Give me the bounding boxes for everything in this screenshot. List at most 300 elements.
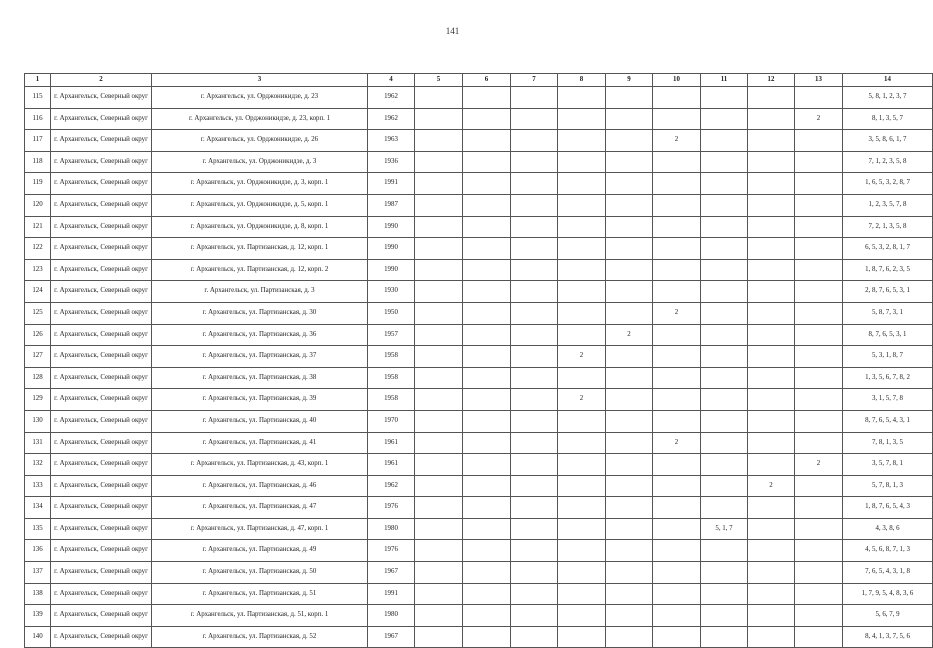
col10-cell bbox=[653, 281, 701, 303]
col5-cell bbox=[415, 216, 463, 238]
col9-cell bbox=[606, 626, 653, 648]
col13-cell bbox=[795, 346, 843, 368]
priority-sequence-cell: 2, 8, 7, 6, 5, 3, 1 bbox=[843, 281, 933, 303]
col11-cell: 5, 1, 7 bbox=[701, 518, 748, 540]
col8-cell bbox=[558, 238, 606, 260]
district-cell: г. Архангельск, Северный округ bbox=[51, 130, 152, 152]
col9-cell bbox=[606, 108, 653, 130]
priority-sequence-cell: 1, 7, 9, 5, 4, 8, 3, 6 bbox=[843, 583, 933, 605]
col6-cell bbox=[463, 454, 511, 476]
address-cell: г. Архангельск, ул. Партизанская, д. 49 bbox=[152, 540, 368, 562]
address-cell: г. Архангельск, ул. Партизанская, д. 47 bbox=[152, 497, 368, 519]
priority-sequence-cell: 1, 2, 3, 5, 7, 8 bbox=[843, 194, 933, 216]
col6-cell bbox=[463, 259, 511, 281]
col12-cell bbox=[748, 346, 795, 368]
priority-sequence-cell: 8, 7, 6, 5, 4, 3, 1 bbox=[843, 410, 933, 432]
address-cell: г. Архангельск, ул. Партизанская, д. 40 bbox=[152, 410, 368, 432]
col12-cell bbox=[748, 454, 795, 476]
col5-cell bbox=[415, 454, 463, 476]
col12-cell bbox=[748, 324, 795, 346]
col6-cell bbox=[463, 281, 511, 303]
col11-cell bbox=[701, 562, 748, 584]
year-cell: 1958 bbox=[368, 346, 415, 368]
priority-sequence-cell: 3, 1, 5, 7, 8 bbox=[843, 389, 933, 411]
row-number-cell: 120 bbox=[25, 194, 51, 216]
col12-cell bbox=[748, 108, 795, 130]
col10-cell bbox=[653, 389, 701, 411]
address-cell: г. Архангельск, ул. Партизанская, д. 12, корп. 1 bbox=[152, 238, 368, 260]
col7-cell bbox=[511, 302, 558, 324]
col10-cell bbox=[653, 151, 701, 173]
district-cell: г. Архангельск, Северный округ bbox=[51, 259, 152, 281]
col8-cell bbox=[558, 302, 606, 324]
col8-cell bbox=[558, 216, 606, 238]
year-cell: 1958 bbox=[368, 367, 415, 389]
table-row bbox=[25, 173, 933, 195]
col11-cell bbox=[701, 410, 748, 432]
col13-cell bbox=[795, 562, 843, 584]
address-cell: г. Архангельск, ул. Партизанская, д. 39 bbox=[152, 389, 368, 411]
col9-cell bbox=[606, 367, 653, 389]
col7-cell bbox=[511, 216, 558, 238]
table-row bbox=[25, 583, 933, 605]
col6-cell bbox=[463, 497, 511, 519]
col9-cell bbox=[606, 475, 653, 497]
col7-cell bbox=[511, 108, 558, 130]
col5-cell bbox=[415, 151, 463, 173]
col13-cell bbox=[795, 238, 843, 260]
col5-cell bbox=[415, 626, 463, 648]
col10-cell: 2 bbox=[653, 302, 701, 324]
table-row bbox=[25, 87, 933, 109]
address-cell: г. Архангельск, ул. Партизанская, д. 12, корп. 2 bbox=[152, 259, 368, 281]
row-number-cell: 124 bbox=[25, 281, 51, 303]
col12-cell bbox=[748, 540, 795, 562]
col8-cell bbox=[558, 367, 606, 389]
row-number-cell: 115 bbox=[25, 87, 51, 109]
col9-cell bbox=[606, 518, 653, 540]
col12-cell bbox=[748, 432, 795, 454]
col8-cell bbox=[558, 454, 606, 476]
year-cell: 1962 bbox=[368, 108, 415, 130]
priority-sequence-cell: 4, 3, 8, 6 bbox=[843, 518, 933, 540]
table-row bbox=[25, 475, 933, 497]
col5-cell bbox=[415, 583, 463, 605]
table-row bbox=[25, 605, 933, 627]
col12-cell bbox=[748, 583, 795, 605]
col13-cell bbox=[795, 605, 843, 627]
col7-cell bbox=[511, 497, 558, 519]
col7-cell bbox=[511, 389, 558, 411]
col8-cell bbox=[558, 173, 606, 195]
table-row bbox=[25, 497, 933, 519]
table-row bbox=[25, 259, 933, 281]
district-cell: г. Архангельск, Северный округ bbox=[51, 410, 152, 432]
col11-cell bbox=[701, 173, 748, 195]
col7-cell bbox=[511, 605, 558, 627]
col8-cell bbox=[558, 475, 606, 497]
col11-cell bbox=[701, 626, 748, 648]
col13-cell bbox=[795, 259, 843, 281]
row-number-cell: 127 bbox=[25, 346, 51, 368]
col9-cell bbox=[606, 432, 653, 454]
col8-cell bbox=[558, 562, 606, 584]
col7-cell bbox=[511, 281, 558, 303]
col7-cell bbox=[511, 151, 558, 173]
address-cell: г. Архангельск, ул. Орджоникидзе, д. 3, корп. 1 bbox=[152, 173, 368, 195]
district-cell: г. Архангельск, Северный округ bbox=[51, 173, 152, 195]
col12-cell bbox=[748, 259, 795, 281]
col13-cell bbox=[795, 475, 843, 497]
col7-cell bbox=[511, 626, 558, 648]
district-cell: г. Архангельск, Северный округ bbox=[51, 87, 152, 109]
col13-cell bbox=[795, 389, 843, 411]
col10-cell bbox=[653, 367, 701, 389]
table-row bbox=[25, 216, 933, 238]
priority-sequence-cell: 1, 8, 7, 6, 2, 3, 5 bbox=[843, 259, 933, 281]
row-number-cell: 140 bbox=[25, 626, 51, 648]
priority-sequence-cell: 8, 7, 6, 5, 3, 1 bbox=[843, 324, 933, 346]
year-cell: 1990 bbox=[368, 216, 415, 238]
col13-cell bbox=[795, 540, 843, 562]
col9-cell bbox=[606, 389, 653, 411]
col10-cell: 2 bbox=[653, 130, 701, 152]
col11-cell bbox=[701, 87, 748, 109]
housing-register-table bbox=[24, 73, 933, 648]
table-row bbox=[25, 562, 933, 584]
row-number-cell: 128 bbox=[25, 367, 51, 389]
col6-cell bbox=[463, 87, 511, 109]
row-number-cell: 121 bbox=[25, 216, 51, 238]
priority-sequence-cell: 7, 2, 1, 3, 5, 8 bbox=[843, 216, 933, 238]
address-cell: г. Архангельск, ул. Партизанская, д. 50 bbox=[152, 562, 368, 584]
district-cell: г. Архангельск, Северный округ bbox=[51, 518, 152, 540]
year-cell: 1963 bbox=[368, 130, 415, 152]
col9-cell bbox=[606, 238, 653, 260]
col10-cell bbox=[653, 194, 701, 216]
col10-cell bbox=[653, 475, 701, 497]
column-header: 6 bbox=[463, 74, 511, 87]
col5-cell bbox=[415, 259, 463, 281]
table-row bbox=[25, 130, 933, 152]
col6-cell bbox=[463, 346, 511, 368]
row-number-cell: 118 bbox=[25, 151, 51, 173]
district-cell: г. Архангельск, Северный округ bbox=[51, 216, 152, 238]
column-header: 14 bbox=[843, 74, 933, 87]
column-header: 3 bbox=[152, 74, 368, 87]
district-cell: г. Архангельск, Северный округ bbox=[51, 475, 152, 497]
table-row bbox=[25, 389, 933, 411]
district-cell: г. Архангельск, Северный округ bbox=[51, 562, 152, 584]
year-cell: 1976 bbox=[368, 497, 415, 519]
district-cell: г. Архангельск, Северный округ bbox=[51, 238, 152, 260]
col8-cell bbox=[558, 410, 606, 432]
col10-cell bbox=[653, 346, 701, 368]
col10-cell bbox=[653, 259, 701, 281]
year-cell: 1962 bbox=[368, 87, 415, 109]
priority-sequence-cell: 1, 3, 5, 6, 7, 8, 2 bbox=[843, 367, 933, 389]
col9-cell bbox=[606, 605, 653, 627]
col10-cell bbox=[653, 108, 701, 130]
priority-sequence-cell: 1, 8, 7, 6, 5, 4, 3 bbox=[843, 497, 933, 519]
col10-cell bbox=[653, 583, 701, 605]
col6-cell bbox=[463, 432, 511, 454]
col7-cell bbox=[511, 367, 558, 389]
col8-cell bbox=[558, 324, 606, 346]
col11-cell bbox=[701, 605, 748, 627]
row-number-cell: 138 bbox=[25, 583, 51, 605]
col6-cell bbox=[463, 151, 511, 173]
col11-cell bbox=[701, 324, 748, 346]
column-header: 2 bbox=[51, 74, 152, 87]
col9-cell bbox=[606, 302, 653, 324]
row-number-cell: 130 bbox=[25, 410, 51, 432]
col6-cell bbox=[463, 389, 511, 411]
col12-cell bbox=[748, 410, 795, 432]
col8-cell bbox=[558, 605, 606, 627]
col10-cell bbox=[653, 410, 701, 432]
year-cell: 1930 bbox=[368, 281, 415, 303]
col6-cell bbox=[463, 302, 511, 324]
col12-cell bbox=[748, 281, 795, 303]
address-cell: г. Архангельск, ул. Орджоникидзе, д. 5, корп. 1 bbox=[152, 194, 368, 216]
priority-sequence-cell: 3, 5, 7, 8, 1 bbox=[843, 454, 933, 476]
col10-cell bbox=[653, 497, 701, 519]
district-cell: г. Архангельск, Северный округ bbox=[51, 367, 152, 389]
year-cell: 1991 bbox=[368, 173, 415, 195]
col9-cell bbox=[606, 540, 653, 562]
table-row bbox=[25, 410, 933, 432]
col7-cell bbox=[511, 194, 558, 216]
col11-cell bbox=[701, 151, 748, 173]
year-cell: 1967 bbox=[368, 626, 415, 648]
column-header: 13 bbox=[795, 74, 843, 87]
col8-cell bbox=[558, 194, 606, 216]
district-cell: г. Архангельск, Северный округ bbox=[51, 151, 152, 173]
col13-cell bbox=[795, 173, 843, 195]
col9-cell bbox=[606, 346, 653, 368]
col7-cell bbox=[511, 346, 558, 368]
col8-cell bbox=[558, 87, 606, 109]
col8-cell bbox=[558, 108, 606, 130]
col5-cell bbox=[415, 346, 463, 368]
col9-cell bbox=[606, 410, 653, 432]
col7-cell bbox=[511, 432, 558, 454]
col6-cell bbox=[463, 626, 511, 648]
col6-cell bbox=[463, 605, 511, 627]
col11-cell bbox=[701, 475, 748, 497]
table-row bbox=[25, 194, 933, 216]
table-row bbox=[25, 302, 933, 324]
col12-cell bbox=[748, 238, 795, 260]
col7-cell bbox=[511, 562, 558, 584]
col13-cell bbox=[795, 130, 843, 152]
col12-cell bbox=[748, 367, 795, 389]
priority-sequence-cell: 7, 1, 2, 3, 5, 8 bbox=[843, 151, 933, 173]
col11-cell bbox=[701, 540, 748, 562]
priority-sequence-cell: 5, 7, 8, 1, 3 bbox=[843, 475, 933, 497]
col10-cell bbox=[653, 562, 701, 584]
year-cell: 1936 bbox=[368, 151, 415, 173]
col8-cell bbox=[558, 259, 606, 281]
col13-cell bbox=[795, 367, 843, 389]
col6-cell bbox=[463, 367, 511, 389]
address-cell: г. Архангельск, ул. Партизанская, д. 51 bbox=[152, 583, 368, 605]
table-row bbox=[25, 108, 933, 130]
table-row bbox=[25, 324, 933, 346]
col6-cell bbox=[463, 173, 511, 195]
col7-cell bbox=[511, 238, 558, 260]
table-row bbox=[25, 367, 933, 389]
year-cell: 1957 bbox=[368, 324, 415, 346]
year-cell: 1990 bbox=[368, 238, 415, 260]
col8-cell bbox=[558, 540, 606, 562]
col6-cell bbox=[463, 194, 511, 216]
priority-sequence-cell: 8, 4, 1, 3, 7, 5, 6 bbox=[843, 626, 933, 648]
district-cell: г. Архангельск, Северный округ bbox=[51, 194, 152, 216]
col9-cell bbox=[606, 259, 653, 281]
col13-cell: 2 bbox=[795, 108, 843, 130]
col11-cell bbox=[701, 346, 748, 368]
year-cell: 1962 bbox=[368, 475, 415, 497]
table-row bbox=[25, 432, 933, 454]
address-cell: г. Архангельск, ул. Орджоникидзе, д. 8, корп. 1 bbox=[152, 216, 368, 238]
col13-cell bbox=[795, 87, 843, 109]
col11-cell bbox=[701, 367, 748, 389]
col6-cell bbox=[463, 238, 511, 260]
column-header: 8 bbox=[558, 74, 606, 87]
col8-cell bbox=[558, 583, 606, 605]
col13-cell bbox=[795, 281, 843, 303]
col6-cell bbox=[463, 108, 511, 130]
year-cell: 1990 bbox=[368, 259, 415, 281]
col10-cell bbox=[653, 238, 701, 260]
col8-cell bbox=[558, 518, 606, 540]
address-cell: г. Архангельск, ул. Орджоникидзе, д. 23 bbox=[152, 87, 368, 109]
col6-cell bbox=[463, 216, 511, 238]
row-number-cell: 125 bbox=[25, 302, 51, 324]
year-cell: 1961 bbox=[368, 454, 415, 476]
year-cell: 1987 bbox=[368, 194, 415, 216]
col8-cell bbox=[558, 626, 606, 648]
col8-cell bbox=[558, 497, 606, 519]
col7-cell bbox=[511, 259, 558, 281]
col9-cell bbox=[606, 497, 653, 519]
district-cell: г. Архангельск, Северный округ bbox=[51, 302, 152, 324]
district-cell: г. Архангельск, Северный округ bbox=[51, 626, 152, 648]
row-number-cell: 134 bbox=[25, 497, 51, 519]
district-cell: г. Архангельск, Северный округ bbox=[51, 108, 152, 130]
header-row bbox=[25, 74, 933, 87]
col12-cell bbox=[748, 389, 795, 411]
col6-cell bbox=[463, 324, 511, 346]
row-number-cell: 132 bbox=[25, 454, 51, 476]
year-cell: 1976 bbox=[368, 540, 415, 562]
col12-cell bbox=[748, 194, 795, 216]
row-number-cell: 135 bbox=[25, 518, 51, 540]
col13-cell bbox=[795, 497, 843, 519]
district-cell: г. Архангельск, Северный округ bbox=[51, 583, 152, 605]
col13-cell bbox=[795, 151, 843, 173]
priority-sequence-cell: 7, 8, 1, 3, 5 bbox=[843, 432, 933, 454]
col13-cell bbox=[795, 410, 843, 432]
col13-cell bbox=[795, 583, 843, 605]
col5-cell bbox=[415, 562, 463, 584]
district-cell: г. Архангельск, Северный округ bbox=[51, 346, 152, 368]
col7-cell bbox=[511, 130, 558, 152]
col5-cell bbox=[415, 173, 463, 195]
col12-cell bbox=[748, 605, 795, 627]
col6-cell bbox=[463, 410, 511, 432]
col10-cell bbox=[653, 454, 701, 476]
row-number-cell: 136 bbox=[25, 540, 51, 562]
priority-sequence-cell: 6, 5, 3, 2, 8, 1, 7 bbox=[843, 238, 933, 260]
col6-cell bbox=[463, 130, 511, 152]
table-row bbox=[25, 626, 933, 648]
priority-sequence-cell: 3, 5, 8, 6, 1, 7 bbox=[843, 130, 933, 152]
col9-cell: 2 bbox=[606, 324, 653, 346]
col10-cell bbox=[653, 87, 701, 109]
table-row bbox=[25, 281, 933, 303]
col5-cell bbox=[415, 497, 463, 519]
col13-cell bbox=[795, 302, 843, 324]
col8-cell bbox=[558, 130, 606, 152]
priority-sequence-cell: 1, 6, 5, 3, 2, 8, 7 bbox=[843, 173, 933, 195]
year-cell: 1961 bbox=[368, 432, 415, 454]
address-cell: г. Архангельск, ул. Партизанская, д. 3 bbox=[152, 281, 368, 303]
col13-cell bbox=[795, 432, 843, 454]
address-cell: г. Архангельск, ул. Партизанская, д. 36 bbox=[152, 324, 368, 346]
address-cell: г. Архангельск, ул. Партизанская, д. 30 bbox=[152, 302, 368, 324]
column-header: 11 bbox=[701, 74, 748, 87]
col9-cell bbox=[606, 281, 653, 303]
year-cell: 1991 bbox=[368, 583, 415, 605]
col5-cell bbox=[415, 238, 463, 260]
col11-cell bbox=[701, 259, 748, 281]
col6-cell bbox=[463, 583, 511, 605]
row-number-cell: 122 bbox=[25, 238, 51, 260]
year-cell: 1967 bbox=[368, 562, 415, 584]
col9-cell bbox=[606, 194, 653, 216]
address-cell: г. Архангельск, ул. Орджоникидзе, д. 23, корп. 1 bbox=[152, 108, 368, 130]
column-header: 7 bbox=[511, 74, 558, 87]
district-cell: г. Архангельск, Северный округ bbox=[51, 605, 152, 627]
col10-cell bbox=[653, 518, 701, 540]
col12-cell: 2 bbox=[748, 475, 795, 497]
col11-cell bbox=[701, 130, 748, 152]
col7-cell bbox=[511, 173, 558, 195]
col11-cell bbox=[701, 497, 748, 519]
col10-cell: 2 bbox=[653, 432, 701, 454]
row-number-cell: 133 bbox=[25, 475, 51, 497]
col7-cell bbox=[511, 454, 558, 476]
table-row bbox=[25, 454, 933, 476]
col7-cell bbox=[511, 475, 558, 497]
col12-cell bbox=[748, 302, 795, 324]
col12-cell bbox=[748, 518, 795, 540]
year-cell: 1980 bbox=[368, 605, 415, 627]
col6-cell bbox=[463, 475, 511, 497]
table-row bbox=[25, 540, 933, 562]
priority-sequence-cell: 5, 3, 1, 8, 7 bbox=[843, 346, 933, 368]
col9-cell bbox=[606, 562, 653, 584]
year-cell: 1950 bbox=[368, 302, 415, 324]
col12-cell bbox=[748, 87, 795, 109]
col12-cell bbox=[748, 130, 795, 152]
col11-cell bbox=[701, 583, 748, 605]
col11-cell bbox=[701, 389, 748, 411]
col5-cell bbox=[415, 367, 463, 389]
